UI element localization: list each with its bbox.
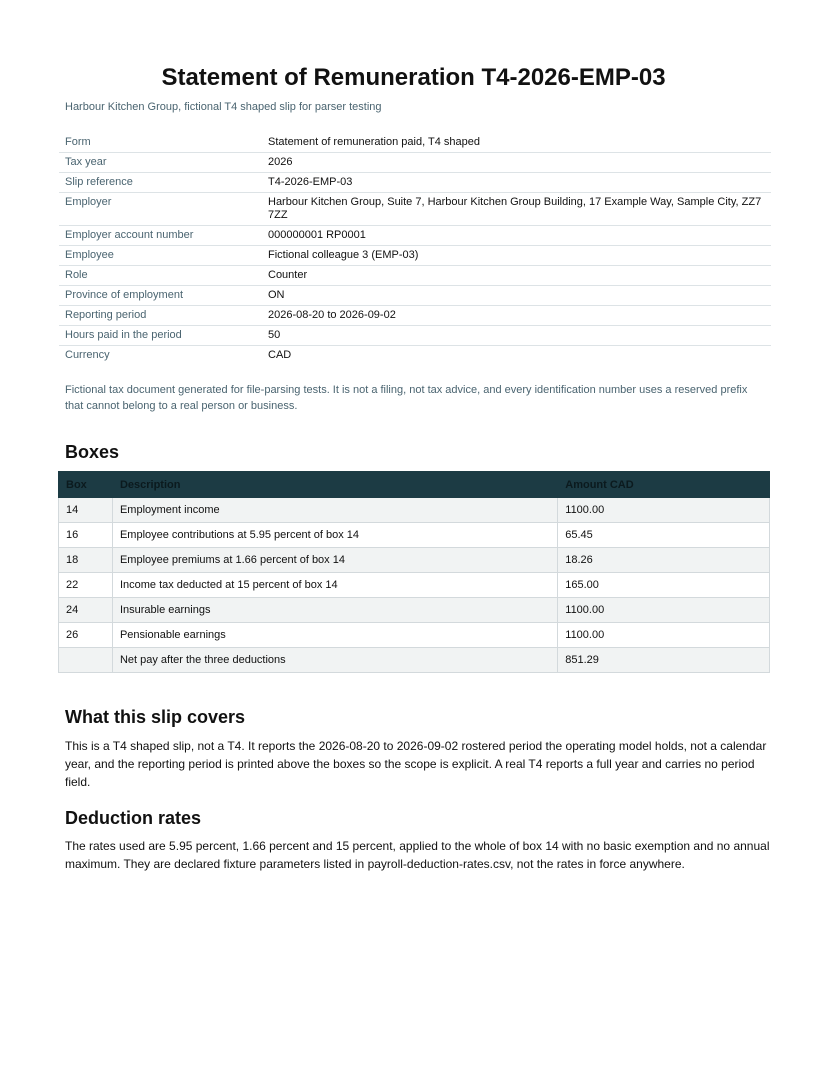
boxes-header-row <box>59 472 770 498</box>
meta-row <box>59 326 771 346</box>
meta-value: Counter <box>262 266 771 286</box>
document-title: Statement of Remuneration T4-2026-EMP-03 <box>161 64 666 91</box>
meta-value: ON <box>262 286 771 306</box>
box-number: 26 <box>59 623 113 648</box>
section-heading-slip-covers: What this slip covers <box>65 707 246 727</box>
table-row <box>59 523 770 548</box>
box-amount: 1100.00 <box>558 598 770 623</box>
box-number <box>59 648 113 673</box>
meta-value: 000000001 RP0001 <box>262 226 771 246</box>
table-row <box>59 598 770 623</box>
section-body-slip-covers: This is a T4 shaped slip, not a T4. It reports the 2026-08-20 to 2026-09-02 rostered period the operating model holds, not a calendar year, and the reporting period is printed above the boxes so the scope is explicit. A real T4 reports a full year and carries no period field. <box>65 739 767 789</box>
meta-key: Province of employment <box>59 286 262 306</box>
meta-key: Role <box>59 266 262 286</box>
box-description: Pensionable earnings <box>112 623 557 648</box>
box-description: Net pay after the three deductions <box>112 648 557 673</box>
box-description: Employee premiums at 1.66 percent of box 14 <box>112 548 557 573</box>
meta-row <box>59 153 771 173</box>
meta-key: Employee <box>59 246 262 266</box>
meta-key: Hours paid in the period <box>59 326 262 346</box>
table-row <box>59 548 770 573</box>
boxes-table <box>58 471 770 673</box>
column-header-amount: Amount CAD <box>558 472 770 498</box>
meta-row <box>59 286 771 306</box>
meta-row <box>59 193 771 226</box>
meta-value: 2026-08-20 to 2026-09-02 <box>262 306 771 326</box>
disclaimer-note: Fictional tax document generated for file-parsing tests. It is not a filing, not tax advice, and every identification number uses a reserved prefix that cannot belong to a real person or business. <box>65 384 748 412</box>
slip-details-table <box>59 133 771 365</box>
meta-row <box>59 346 771 366</box>
box-amount: 851.29 <box>558 648 770 673</box>
meta-value: Fictional colleague 3 (EMP-03) <box>262 246 771 266</box>
meta-key: Currency <box>65 349 110 361</box>
meta-value: 50 <box>262 326 771 346</box>
column-header-description: Description <box>112 472 557 498</box>
box-number: 22 <box>59 573 113 598</box>
meta-value: Harbour Kitchen Group, Suite 7, Harbour Kitchen Group Building, 17 Example Way, Sample City, ZZ7 7ZZ <box>262 193 771 226</box>
box-number: 16 <box>59 523 113 548</box>
meta-row <box>59 246 771 266</box>
box-number: 18 <box>59 548 113 573</box>
meta-key: Reporting period <box>59 306 262 326</box>
meta-row <box>59 266 771 286</box>
meta-value: T4-2026-EMP-03 <box>262 173 771 193</box>
box-amount: 65.45 <box>558 523 770 548</box>
box-number: 14 <box>59 498 113 523</box>
section-heading-deduction-rates: Deduction rates <box>65 808 202 828</box>
meta-key: Slip reference <box>59 173 262 193</box>
box-number: 24 <box>59 598 113 623</box>
box-amount: 1100.00 <box>558 623 770 648</box>
meta-key: Tax year <box>59 153 262 173</box>
meta-row <box>59 226 771 246</box>
box-amount: 1100.00 <box>558 498 770 523</box>
meta-row <box>59 173 771 193</box>
meta-value: CAD <box>268 349 292 361</box>
meta-key: Form <box>59 133 262 153</box>
box-description: Employee contributions at 5.95 percent of box 14 <box>112 523 557 548</box>
box-amount: 18.26 <box>558 548 770 573</box>
meta-key: Employer account number <box>59 226 262 246</box>
column-header-box: Box <box>59 472 113 498</box>
box-description: Income tax deducted at 15 percent of box 14 <box>112 573 557 598</box>
table-row <box>59 498 770 523</box>
meta-row <box>59 133 771 153</box>
box-description: Employment income <box>112 498 557 523</box>
meta-value: Statement of remuneration paid, T4 shaped <box>262 133 771 153</box>
meta-value: 2026 <box>262 153 771 173</box>
meta-key: Employer <box>59 193 262 226</box>
meta-row <box>59 306 771 326</box>
boxes-heading: Boxes <box>65 442 120 462</box>
document-subtitle: Harbour Kitchen Group, fictional T4 shaped slip for parser testing <box>65 101 382 113</box>
box-description: Insurable earnings <box>112 598 557 623</box>
table-row <box>59 573 770 598</box>
table-row <box>59 623 770 648</box>
table-row-net-pay <box>59 648 770 673</box>
box-amount: 165.00 <box>558 573 770 598</box>
section-body-deduction-rates: The rates used are 5.95 percent, 1.66 percent and 15 percent, applied to the whole of box 14 with no basic exemption and no annual maximum. They are declared fixture parameters listed in payroll-deduction-rates.csv, not the rates in force anywhere. <box>65 839 770 871</box>
